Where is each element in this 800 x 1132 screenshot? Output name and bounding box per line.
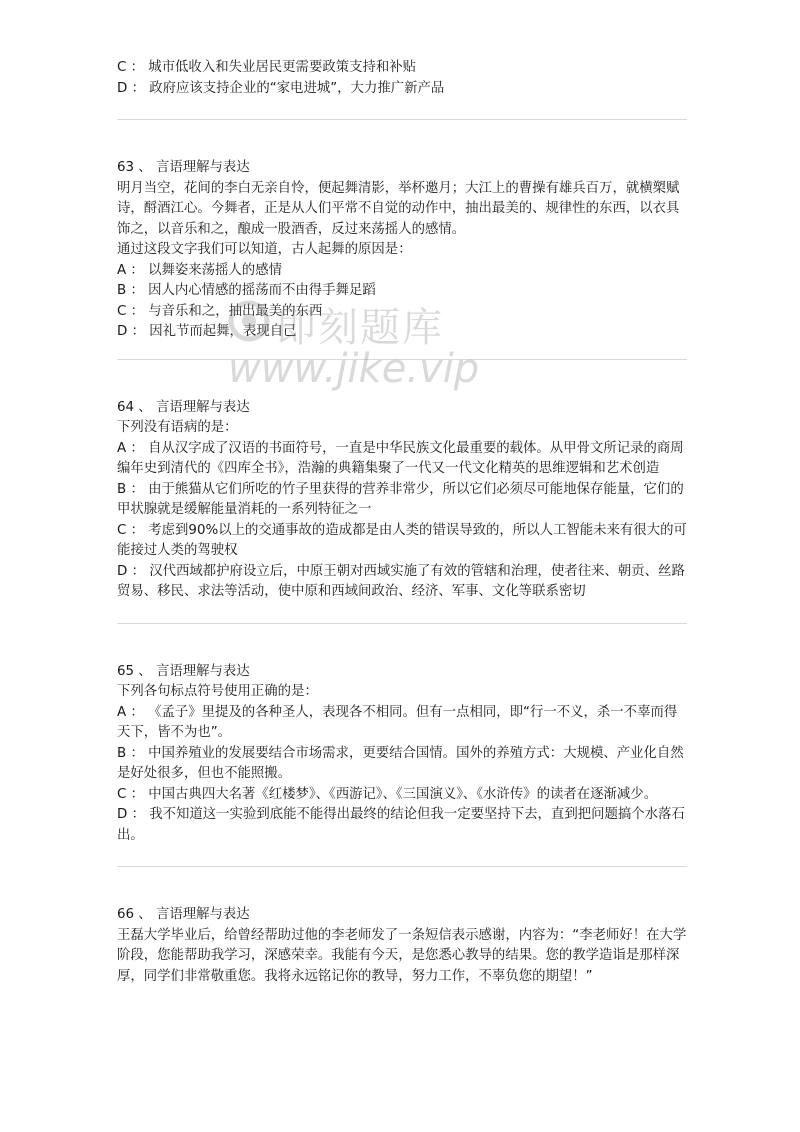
option-a: A ： 自从汉字成了汉语的书面符号，一直是中华民族文化最重要的载体。从甲骨文所记录的商周编年史到清代的《四库全书》，浩瀚的典籍集聚了一代又一代文化精英的思维逻辑和艺术创造	[117, 440, 684, 476]
question-header: 66 、 言语理解与表达	[117, 907, 250, 922]
option-c: C ： 与音乐和之，抽出最美的东西	[117, 303, 323, 319]
question-header: 63 、 言语理解与表达	[117, 160, 250, 175]
question-prompt: 下列各句标点符号使用正确的是：	[117, 684, 318, 699]
question-stem: 王磊大学毕业后，给曾经帮助过他的李老师发了一条短信表示感谢，内容为：“李老师好！在大学阶段，您能帮助我学习，深感荣幸。我能有今天，是您悉心教导的结果。您的教学造诣是那样深厚，同学们非常敬重您。我将永远铭记你的教导，努力工作，不辜负您的期望！”	[117, 927, 687, 984]
document-page	[117, 58, 687, 987]
question-66	[117, 905, 687, 987]
prev-question-options	[117, 58, 687, 99]
watermark-cn: 即刻题库	[276, 305, 444, 351]
question-stem: 明月当空，花间的李白无亲自怜，便起舞清影，举杯邀月；大江上的曹操有雄兵百万，就横槊赋诗，酹酒江心。今舞者，正是从人们平常不自觉的动作中，抽出最美的、规律性的东西，以衣具饰之，以音乐和之，酿成一股酒香，反过来荡摇人的感情。	[117, 180, 680, 237]
question-64	[117, 398, 687, 603]
question-header: 65 、 言语理解与表达	[117, 663, 250, 679]
question-prompt: 下列没有语病的是：	[117, 420, 238, 435]
option-c: C ： 城市低收入和失业居民更需要政策支持和补贴	[117, 60, 417, 75]
option-d: D ： 政府应该支持企业的“家电进城”，大力推广新产品	[117, 80, 445, 96]
option-c: C ： 考虑到90%以上的交通事故的造成都是由人类的错误导致的，所以人工智能未来有很大的可能接过人类的驾驶权	[117, 522, 687, 558]
option-b: B ： 由于熊猫从它们所吃的竹子里获得的营养非常少，所以它们必须尽可能地保存能量，它们的甲状腺就是缓解能量消耗的一系列特征之一	[117, 481, 684, 517]
option-d: D ： 因礼节而起舞，表现自己	[117, 324, 297, 339]
question-header: 64 、 言语理解与表达	[117, 399, 250, 415]
question-63	[117, 158, 687, 343]
question-65	[117, 662, 687, 847]
option-d: D ： 我不知道这一实验到底能不能得出最终的结论但我一定要坚持下去，直到把问题搞个水落石出。	[117, 807, 685, 843]
option-c: C ： 中国古典四大名著《红楼梦》、《西游记》、《三国演义》、《水浒传》的读者在逐渐减少。	[117, 786, 658, 802]
option-b: B ： 因人内心情感的摇荡而不由得手舞足蹈	[117, 283, 376, 298]
option-a: A ： 以舞姿来荡摇人的感情	[117, 262, 282, 278]
option-d: D ： 汉代西域都护府设立后，中原王朝对西域实施了有效的管辖和治理，使者往来、朝贡、丝路贸易、移民、求法等活动，使中原和西域间政治、经济、军事、文化等联系密切	[117, 563, 685, 599]
option-a: A ： 《孟子》里提及的各种圣人，表现各不相同。但有一点相同，即“行一不义，杀一不辜而得天下，皆不为也”。	[117, 704, 678, 740]
question-prompt: 通过这段文字我们可以知道，古人起舞的原因是：	[117, 242, 412, 257]
watermark-url: www.jike.vip	[228, 346, 480, 392]
option-b: B ： 中国养殖业的发展要结合市场需求，更要结合国情。国外的养殖方式：大规模、产业化自然是好处很多，但也不能照搬。	[117, 745, 684, 781]
